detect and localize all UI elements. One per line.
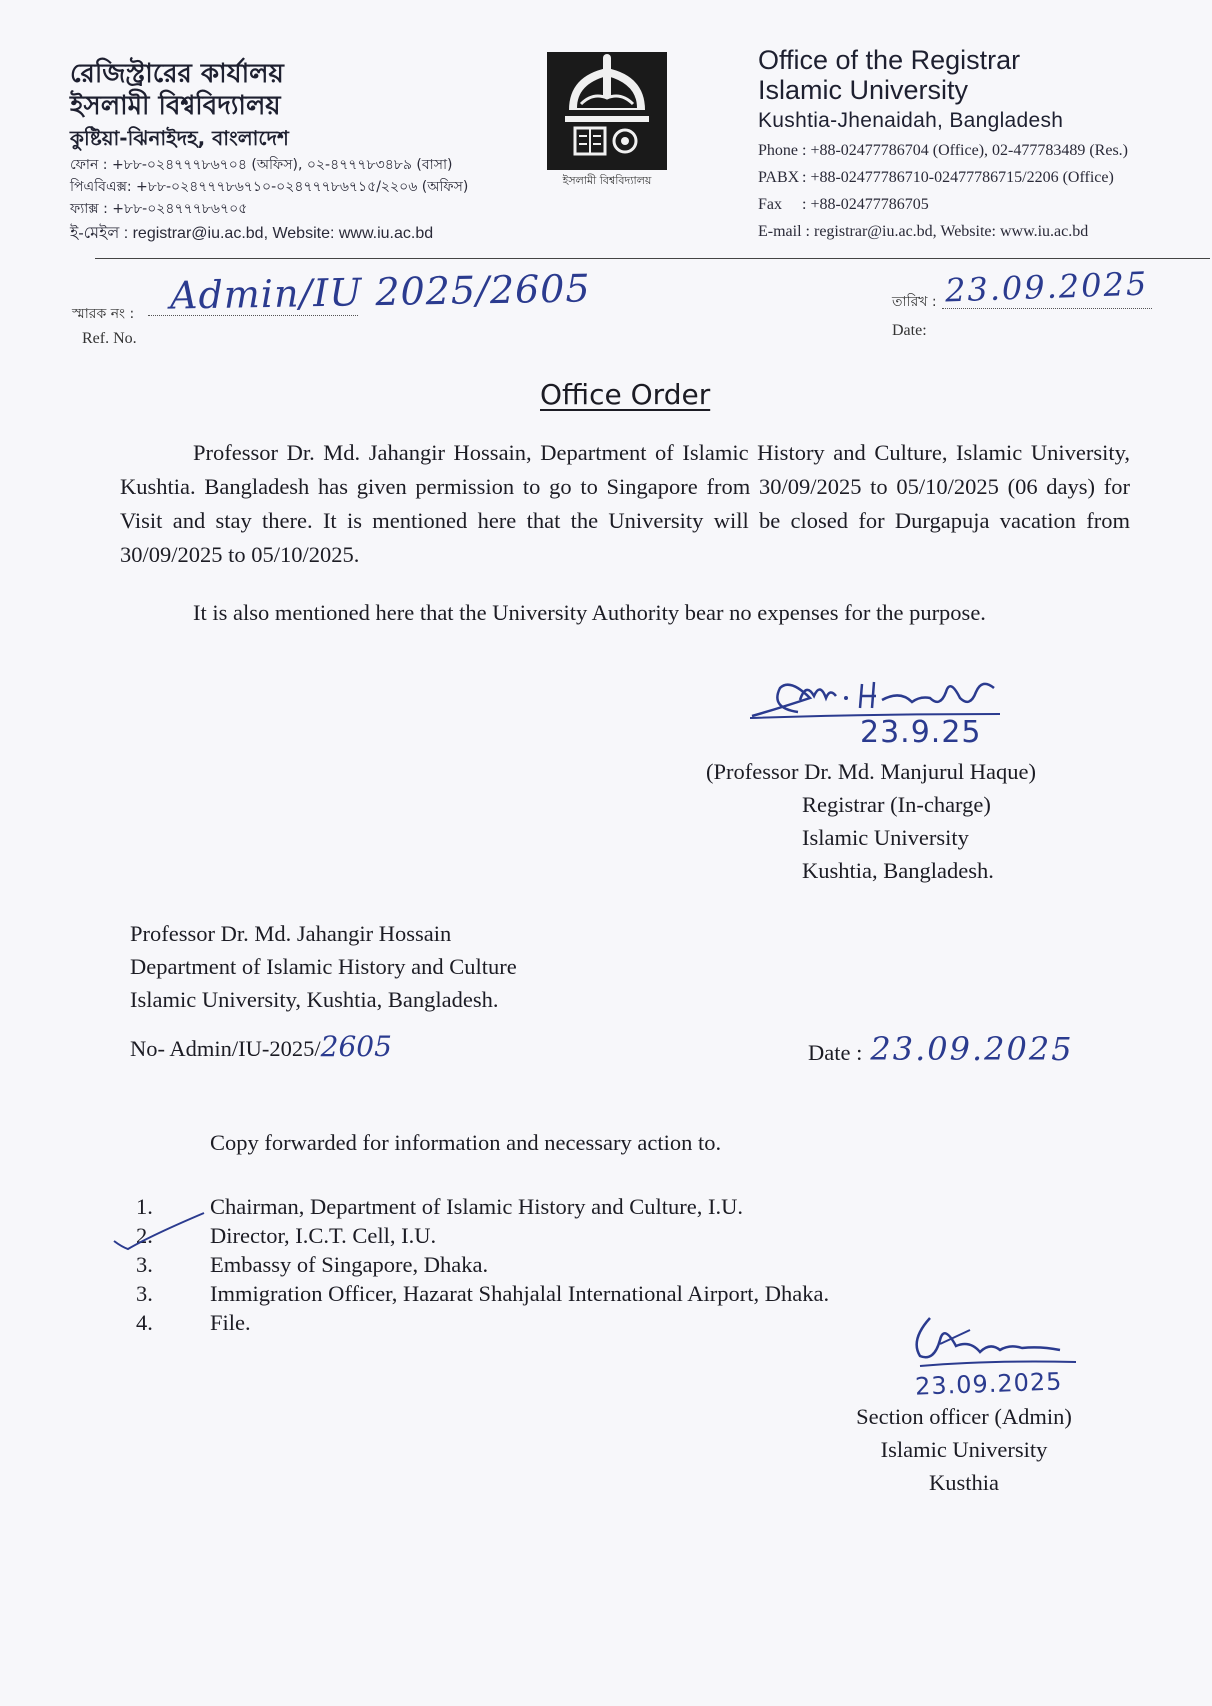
english-pabx bbox=[758, 164, 1198, 191]
english-phone bbox=[758, 137, 1198, 164]
handwritten-tick-icon bbox=[112, 1205, 212, 1265]
bangla-fax: ফ্যাক্স : +৮৮-০২৪৭৭৭৮৬৭০৫ bbox=[70, 201, 248, 217]
memo-number-handwritten: 2605 bbox=[320, 1030, 392, 1063]
memo-date-handwritten: 23.09.2025 bbox=[870, 1030, 1074, 1068]
list-item-number: 1. bbox=[136, 1194, 153, 1219]
section-officer-title: Section officer (Admin) bbox=[856, 1404, 1072, 1429]
registrar-designation: Registrar (In-charge) bbox=[802, 792, 991, 817]
list-item-text: Chairman, Department of Islamic History and Culture, I.U. bbox=[210, 1194, 743, 1219]
page-title: Office Order bbox=[540, 378, 711, 411]
english-office-title: Office of the Registrar bbox=[758, 45, 1021, 75]
bangla-email: ই-মেইল : registrar@iu.ac.bd, Website: www.iu.ac.bd bbox=[70, 225, 434, 242]
addressee-org: Islamic University, Kushtia, Bangladesh. bbox=[130, 987, 499, 1012]
list-item-number: 2. bbox=[136, 1223, 153, 1248]
list-item-text: File. bbox=[210, 1310, 251, 1335]
date-handwritten: 23.09.2025 bbox=[944, 264, 1149, 310]
list-item bbox=[136, 1308, 829, 1337]
english-location: Kushtia-Jhenaidah, Bangladesh bbox=[758, 109, 1064, 132]
list-item-number: 3. bbox=[136, 1252, 153, 1277]
fax-value: : +88-02477786705 bbox=[802, 196, 929, 213]
memo-number-label: No- Admin/IU-2025/ bbox=[130, 1036, 321, 1061]
list-item bbox=[136, 1279, 829, 1308]
section-officer-signature-date: 23.09.2025 bbox=[914, 1367, 1063, 1401]
list-item bbox=[136, 1221, 829, 1250]
pabx-value: : +88-02477786710-02477786715/2206 (Office) bbox=[802, 169, 1114, 186]
list-item-text: Embassy of Singapore, Dhaka. bbox=[210, 1252, 489, 1277]
date-label-english: Date: bbox=[892, 322, 927, 339]
section-officer-place: Kusthia bbox=[929, 1470, 999, 1495]
registrar-place: Kushtia, Bangladesh. bbox=[802, 858, 994, 883]
copy-forward-lead: Copy forwarded for information and necessary action to. bbox=[210, 1130, 722, 1155]
order-paragraph-2: It is also mentioned here that the University Authority bear no expenses for the purpose. bbox=[193, 600, 986, 625]
section-officer-block bbox=[834, 1400, 1094, 1499]
header-divider bbox=[95, 258, 1210, 259]
memo-date-label: Date : bbox=[808, 1040, 863, 1065]
phone-value: : +88-02477786704 (Office), 02-477783489 (Res.) bbox=[802, 142, 1129, 159]
addressee-dept: Department of Islamic History and Culture bbox=[130, 954, 517, 979]
list-item-number: 3. bbox=[136, 1281, 153, 1306]
registrar-name: (Professor Dr. Md. Manjurul Haque) bbox=[706, 759, 1036, 784]
list-item-number: 4. bbox=[136, 1310, 153, 1335]
registrar-signature-date: 23.9.25 bbox=[860, 715, 982, 750]
addressee-block bbox=[130, 917, 517, 1016]
bangla-university-name: ইসলামী বিশ্ববিদ্যালয় bbox=[70, 91, 281, 121]
registrar-signature-block bbox=[706, 755, 1036, 887]
memo-number bbox=[130, 1030, 392, 1063]
logo-caption: ইসলামী বিশ্ববিদ্যালয় bbox=[562, 174, 652, 187]
registrar-org: Islamic University bbox=[802, 825, 969, 850]
list-item-text: Immigration Officer, Hazarat Shahjalal International Airport, Dhaka. bbox=[210, 1281, 830, 1306]
order-paragraph-1: Professor Dr. Md. Jahangir Hossain, Department of Islamic History and Culture, Islamic University, Kushtia. Bangladesh has given permission to go to Singapore from 30/09/2025 to 05/10/2025 (06 days) for Visit and stay there. It is mentioned here that the University will be closed for Durgapuja vacation from 30/09/2025 to 05/10/2025. bbox=[120, 440, 1130, 567]
bangla-phone: ফোন : +৮৮-০২৪৭৭৭৮৬৭০৪ (অফিস), ০২-৪৭৭৭৮৩৪৮৯ (বাসা) bbox=[70, 157, 453, 173]
fax-label: Fax bbox=[758, 196, 782, 213]
addressee-name: Professor Dr. Md. Jahangir Hossain bbox=[130, 921, 452, 946]
ref-label-bangla: স্মারক নং : bbox=[72, 306, 135, 322]
ref-label-english: Ref. No. bbox=[82, 330, 137, 347]
bangla-letterhead bbox=[70, 58, 540, 245]
bangla-location: কুষ্টিয়া-ঝিনাইদহ, বাংলাদেশ bbox=[70, 126, 289, 150]
copy-recipients-list bbox=[136, 1192, 829, 1337]
bangla-pabx: পিএবিএক্স: +৮৮-০২৪৭৭৭৮৬৭১০-০২৪৭৭৭৮৬৭১৫/২২০৬ (অফিস) bbox=[70, 179, 469, 195]
memo-date bbox=[808, 1030, 1074, 1068]
list-item-text: Director, I.C.T. Cell, I.U. bbox=[210, 1223, 437, 1248]
english-university-name: Islamic University bbox=[758, 75, 969, 105]
list-item bbox=[136, 1250, 829, 1279]
pabx-label: PABX bbox=[758, 169, 800, 186]
university-logo-icon bbox=[547, 52, 667, 170]
english-email: E-mail : registrar@iu.ac.bd, Website: www.iu.ac.bd bbox=[758, 223, 1089, 240]
list-item bbox=[136, 1192, 829, 1221]
phone-label: Phone bbox=[758, 142, 798, 159]
bangla-office-title: রেজিস্ট্রারের কার্যালয় bbox=[70, 59, 284, 89]
english-fax bbox=[758, 191, 1198, 218]
date-label-bangla: তারিখ : bbox=[892, 294, 937, 310]
ref-number-handwritten: Admin/IU 2025/2605 bbox=[169, 266, 591, 318]
english-letterhead bbox=[758, 45, 1198, 245]
section-officer-org: Islamic University bbox=[880, 1437, 1048, 1462]
